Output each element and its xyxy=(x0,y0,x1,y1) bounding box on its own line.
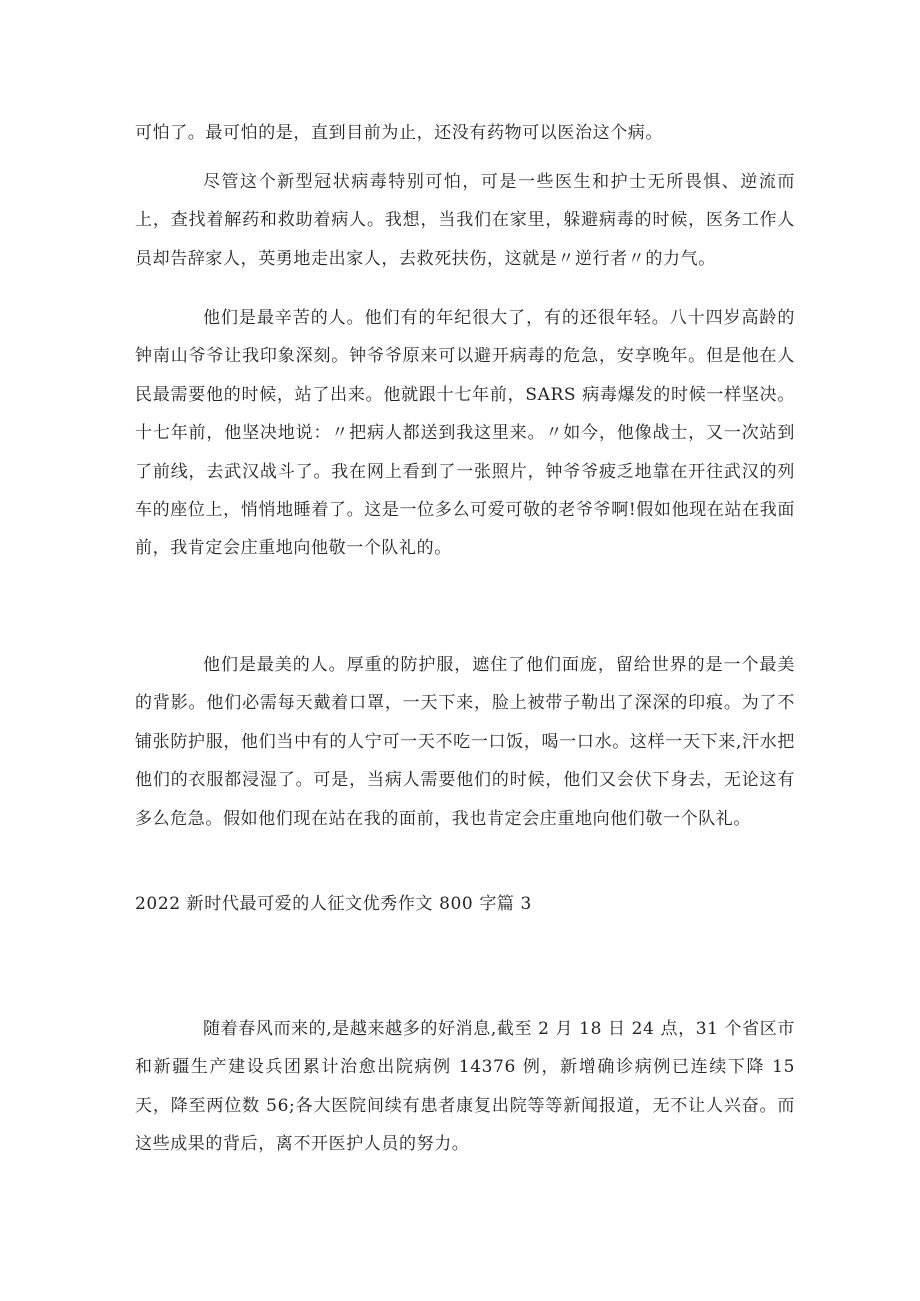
paragraph-hardest-people: 他们是最辛苦的人。他们有的年纪很大了，有的还很年轻。八十四岁高龄的钟南山爷爷让我印象深刻。钟爷爷原来可以避开病毒的危急，安享晚年。但是他在人民最需要他的时候，站了出来。他就跟十七年前，SARS 病毒爆发的时候一样坚决。十七年前，他坚决地说：〃把病人都送到我这里来。〃如今，他像战士，又一次站到了前线，去武汉战斗了。我在网上看到了一张照片，钟爷爷疲乏地靠在开往武汉的列车的座位上，悄悄地睡着了。这是一位多么可爱可敬的老爷爷啊!假如他现在站在我面前，我肯定会庄重地向他敬一个队礼的。 xyxy=(135,308,795,559)
paragraph-retrograde: 尽管这个新型冠状病毒特别可怕，可是一些医生和护士无所畏惧、逆流而上，查找着解药和救助着病人。我想，当我们在家里，躲避病毒的时候，医务工作人员却告辞家人，英勇地走出家人，去救死扶伤，这就是〃逆行者〃的力气。 xyxy=(135,172,795,269)
paragraph-good-news: 随着春风而来的,是越来越多的好消息,截至 2 月 18 日 24 点，31 个省区市和新疆生产建设兵团累计治愈出院病例 14376 例，新增确诊病例已连续下降 15 天，降至两位数 56;各大医院间续有患者康复出院等等新闻报道，无不让人兴奋。而这些成果的背后，离不开医护人员的努力。 xyxy=(135,1019,795,1155)
paragraph-continuation: 可怕了。最可怕的是，直到目前为止，还没有药物可以医治这个病。 xyxy=(135,123,663,143)
paragraph-most-beautiful: 他们是最美的人。厚重的防护服，遮住了他们面庞，留给世界的是一个最美的背影。他们必需每天戴着口罩，一天下来，脸上被带子勒出了深深的印痕。为了不铺张防护服，他们当中有的人宁可一天不吃一口饭，喝一口水。这样一天下来,汗水把他们的衣服都浸湿了。可是，当病人需要他们的时候，他们又会伏下身去，无论这有多么危急。假如他们现在站在我的面前，我也肯定会庄重地向他们敬一个队礼。 xyxy=(135,655,795,829)
section-heading: 2022 新时代最可爱的人征文优秀作文 800 字篇 3 xyxy=(135,894,532,914)
